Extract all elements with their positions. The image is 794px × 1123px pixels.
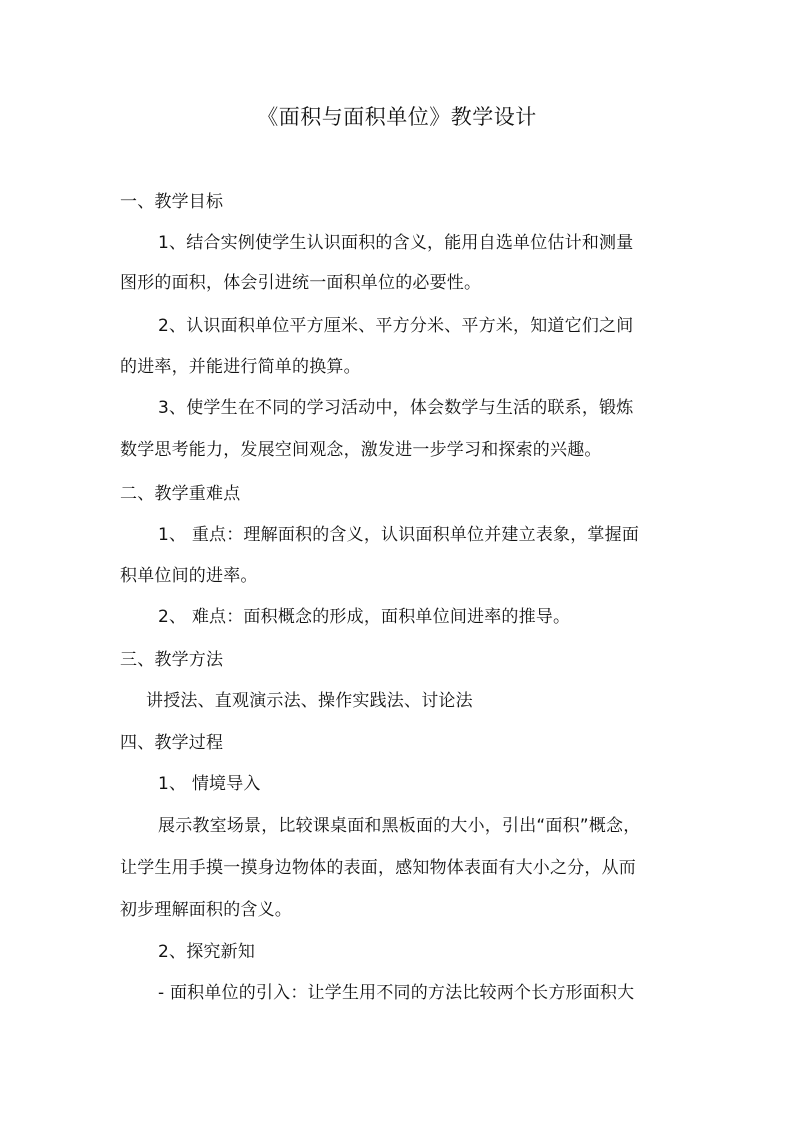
paragraph-line: 2、认识面积单位平方厘米、平方分米、平方米，知道它们之间 — [158, 316, 634, 336]
document-title: 《面积与面积单位》教学设计 — [257, 105, 537, 129]
section-heading-methods: 三、教学方法 — [120, 650, 224, 670]
paragraph-line: 图形的面积，体会引进统一面积单位的必要性。 — [120, 273, 482, 293]
section-heading-key-points: 二、教学重难点 — [120, 484, 241, 504]
paragraph-line: 1、 重点：理解面积的含义，认识面积单位并建立表象，掌握面 — [158, 525, 640, 545]
subsection-heading: 2、探究新知 — [158, 942, 256, 962]
section-heading-objectives: 一、教学目标 — [120, 192, 224, 212]
paragraph-line: 的进率，并能进行简单的换算。 — [120, 357, 361, 377]
paragraph-line: 3、使学生在不同的学习活动中，体会数学与生活的联系，锻炼 — [158, 398, 634, 418]
paragraph-line: 让学生用手摸一摸身边物体的表面，感知物体表面有大小之分，从而 — [120, 858, 636, 878]
paragraph-line: 展示教室场景，比较课桌面和黑板面的大小，引出“面积”概念， — [158, 816, 641, 836]
section-heading-process: 四、教学过程 — [120, 733, 224, 753]
paragraph-line: 数学思考能力，发展空间观念，激发进一步学习和探索的兴趣。 — [120, 440, 602, 460]
paragraph-line: 积单位间的进率。 — [120, 566, 258, 586]
paragraph-line: - 面积单位的引入：让学生用不同的方法比较两个长方形面积大 — [158, 983, 635, 1003]
paragraph-line: 初步理解面积的含义。 — [120, 900, 292, 920]
paragraph-line: 1、结合实例使学生认识面积的含义，能用自选单位估计和测量 — [158, 233, 634, 253]
paragraph-line: 2、 难点：面积概念的形成，面积单位间进率的推导。 — [158, 607, 571, 627]
subsection-heading: 1、 情境导入 — [158, 774, 261, 794]
paragraph-line: 讲授法、直观演示法、操作实践法、讨论法 — [146, 691, 473, 711]
